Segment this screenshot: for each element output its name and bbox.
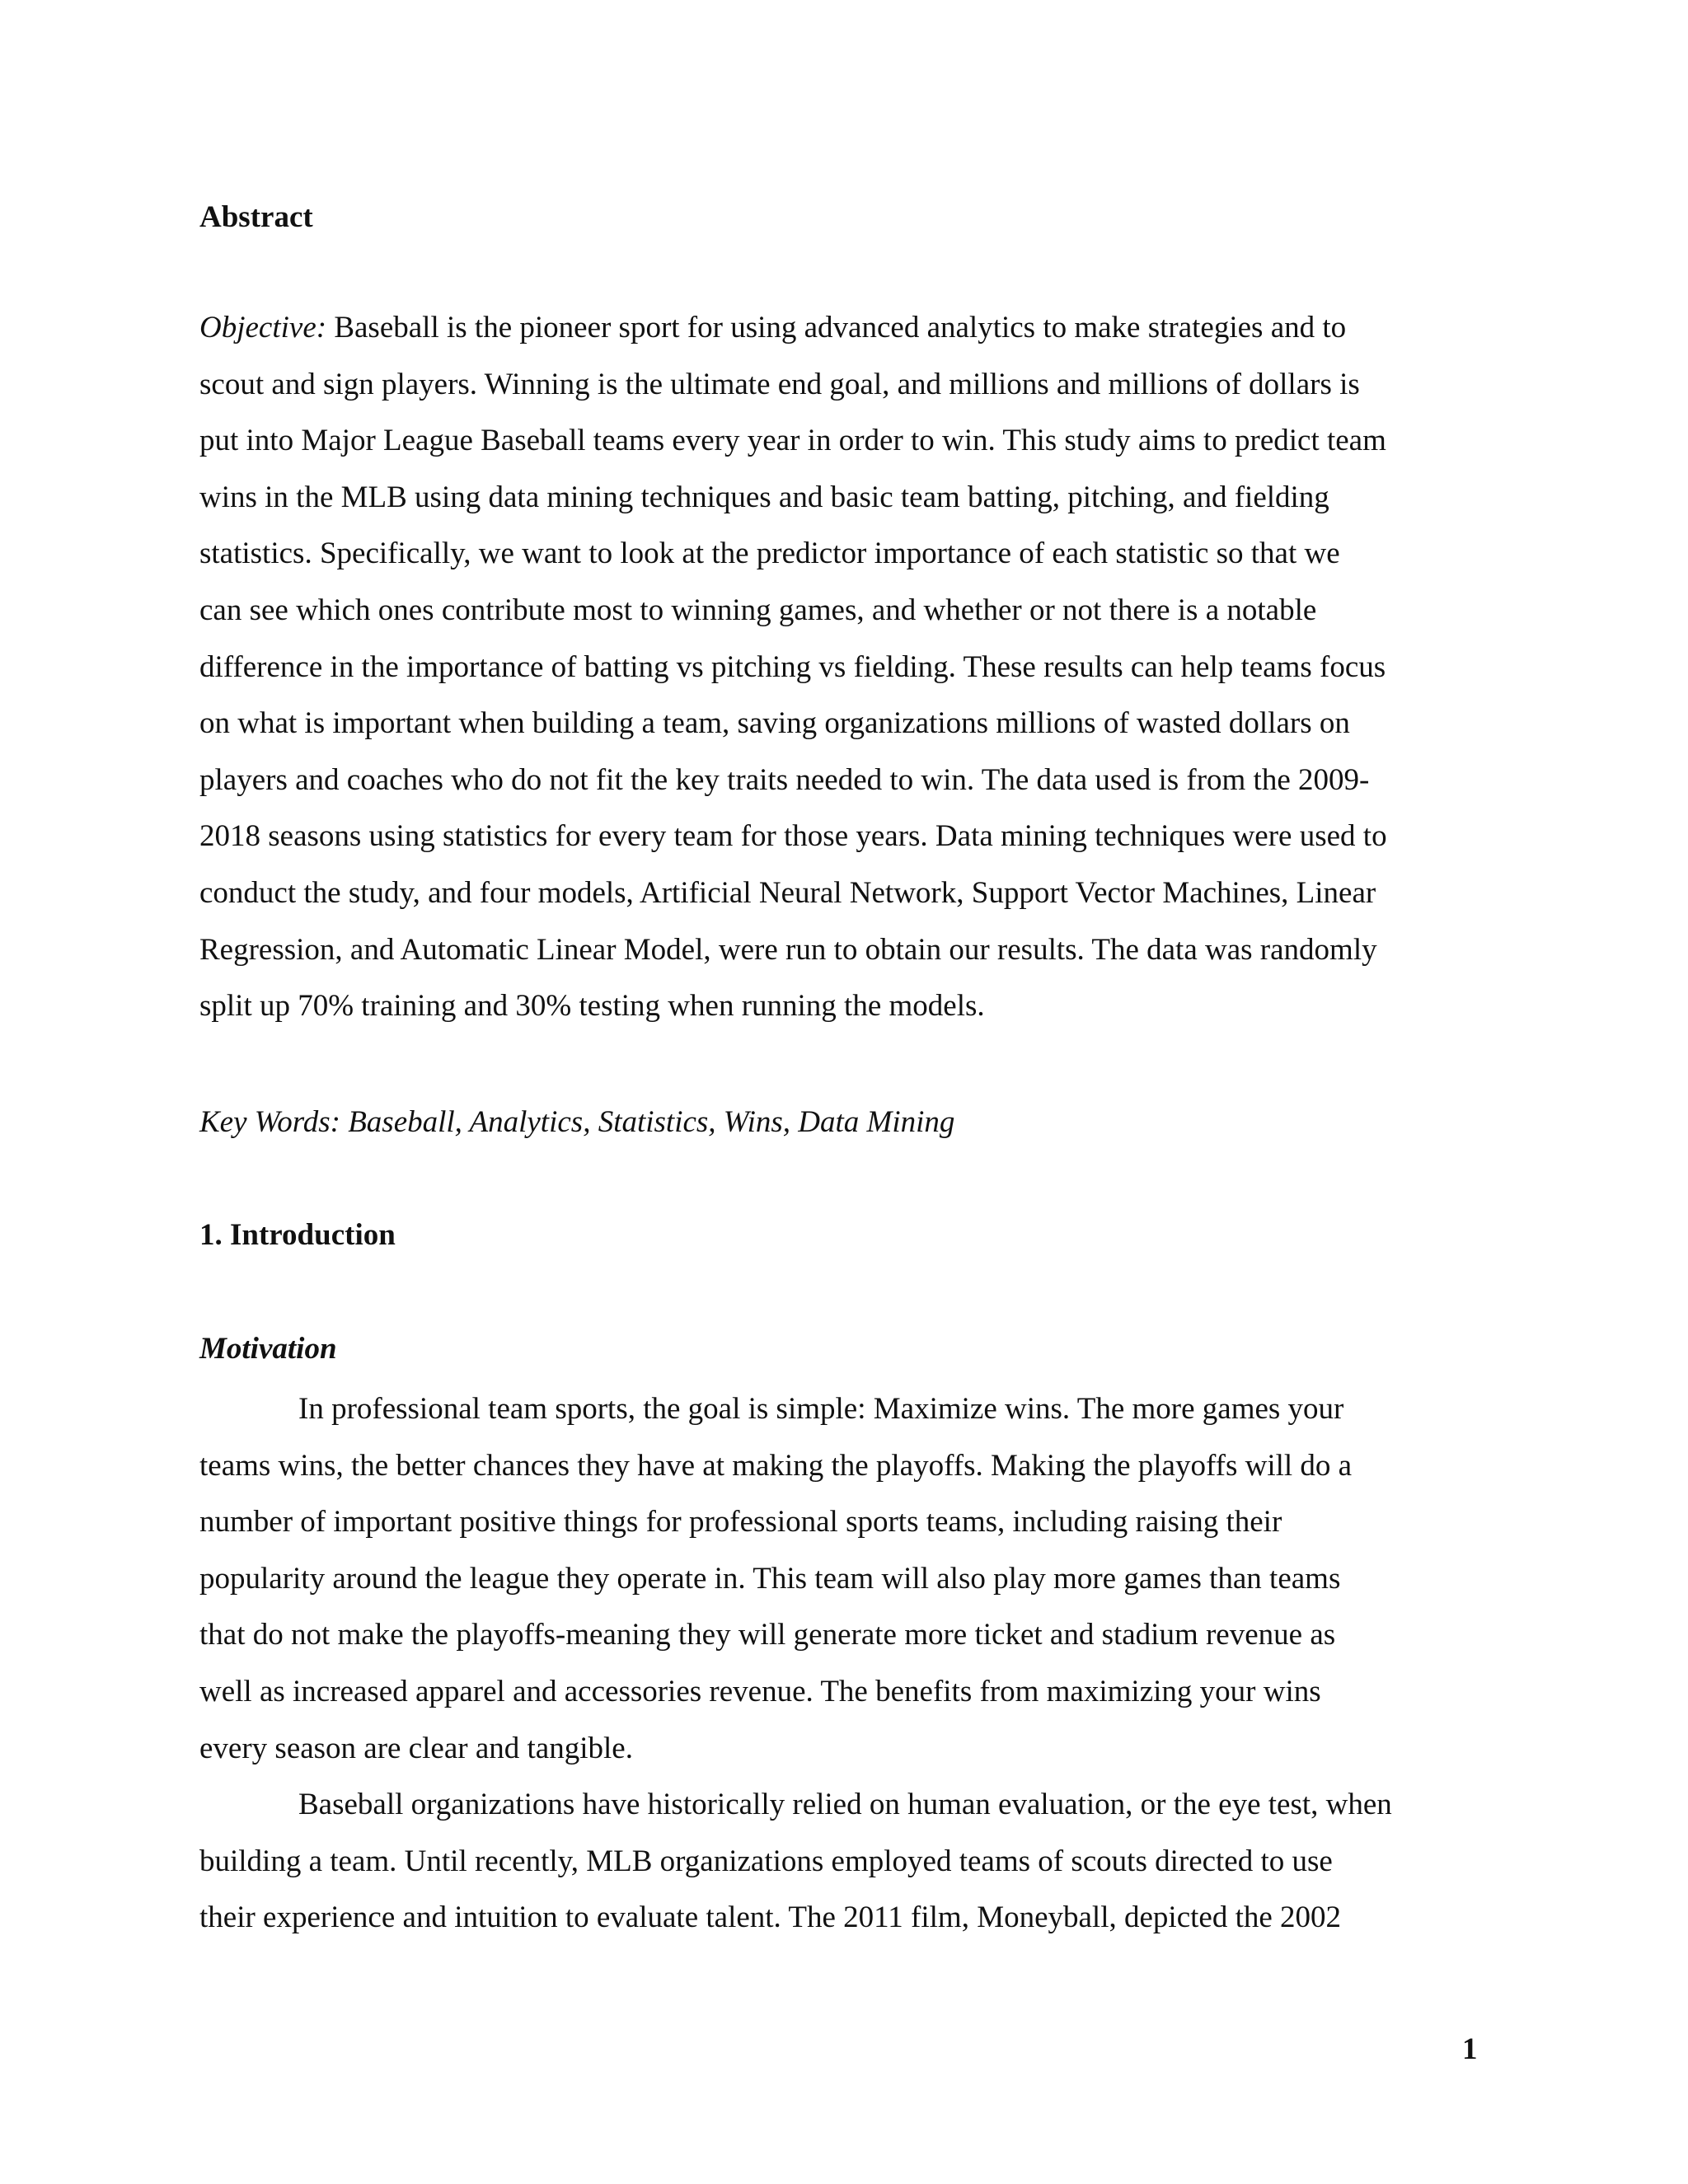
paragraph-line: In professional team sports, the goal is simple: Maximize wins. The more games your <box>298 1392 1344 1426</box>
paragraph-line: number of important positive things for professional sports teams, including raising their <box>199 1505 1282 1540</box>
abstract-heading: Abstract <box>199 200 313 234</box>
abstract-line: players and coaches who do not fit the key traits needed to win. The data used is from the 2009- <box>199 762 1370 797</box>
abstract-line <box>199 300 1493 357</box>
motivation-paragraph-1 <box>199 1381 1493 1947</box>
abstract-line-text: Baseball is the pioneer sport for using advanced analytics to make strategies and to <box>326 311 1347 344</box>
abstract-paragraph <box>199 300 1493 1035</box>
introduction-heading: 1. Introduction <box>199 1218 396 1252</box>
page-number: 1 <box>1462 2032 1478 2066</box>
abstract-line: put into Major League Baseball teams every year in order to win. This study aims to predict team <box>199 424 1386 458</box>
keywords: Key Words: Baseball, Analytics, Statistics, Wins, Data Mining <box>199 1105 955 1139</box>
paragraph-line: their experience and intuition to evaluate talent. The 2011 film, Moneyball, depicted the 2002 <box>199 1900 1342 1935</box>
abstract-line: difference in the importance of batting vs pitching vs fielding. These results can help teams focus <box>199 649 1386 684</box>
paragraph-line: Baseball organizations have historically relied on human evaluation, or the eye test, when <box>298 1788 1392 1822</box>
abstract-line: scout and sign players. Winning is the ultimate end goal, and millions and millions of dollars is <box>199 367 1360 401</box>
abstract-line: conduct the study, and four models, Artificial Neural Network, Support Vector Machines, Linear <box>199 875 1376 910</box>
abstract-line: on what is important when building a team, saving organizations millions of wasted dollars on <box>199 706 1350 741</box>
paragraph-line: that do not make the playoffs-meaning they will generate more ticket and stadium revenue as <box>199 1618 1336 1652</box>
paragraph-line: teams wins, the better chances they have at making the playoffs. Making the playoffs will do a <box>199 1448 1353 1483</box>
abstract-line: statistics. Specifically, we want to look at the predictor importance of each statistic so that we <box>199 537 1340 571</box>
abstract-line: Regression, and Automatic Linear Model, were run to obtain our results. The data was randomly <box>199 932 1377 967</box>
abstract-line: 2018 seasons using statistics for every team for those years. Data mining techniques were used to <box>199 819 1387 854</box>
abstract-line: split up 70% training and 30% testing when running the models. <box>199 989 985 1024</box>
paragraph-line: every season are clear and tangible. <box>199 1731 633 1765</box>
abstract-line: wins in the MLB using data mining techniques and basic team batting, pitching, and fielding <box>199 480 1329 514</box>
paragraph-line: popularity around the league they operate in. This team will also play more games than teams <box>199 1561 1341 1596</box>
paragraph-line: well as increased apparel and accessories revenue. The benefits from maximizing your wins <box>199 1674 1321 1708</box>
motivation-heading: Motivation <box>199 1332 337 1366</box>
objective-label: Objective: <box>199 311 327 344</box>
abstract-line: can see which ones contribute most to winning games, and whether or not there is a notable <box>199 593 1317 627</box>
paragraph-line: building a team. Until recently, MLB organizations employed teams of scouts directed to use <box>199 1844 1333 1878</box>
